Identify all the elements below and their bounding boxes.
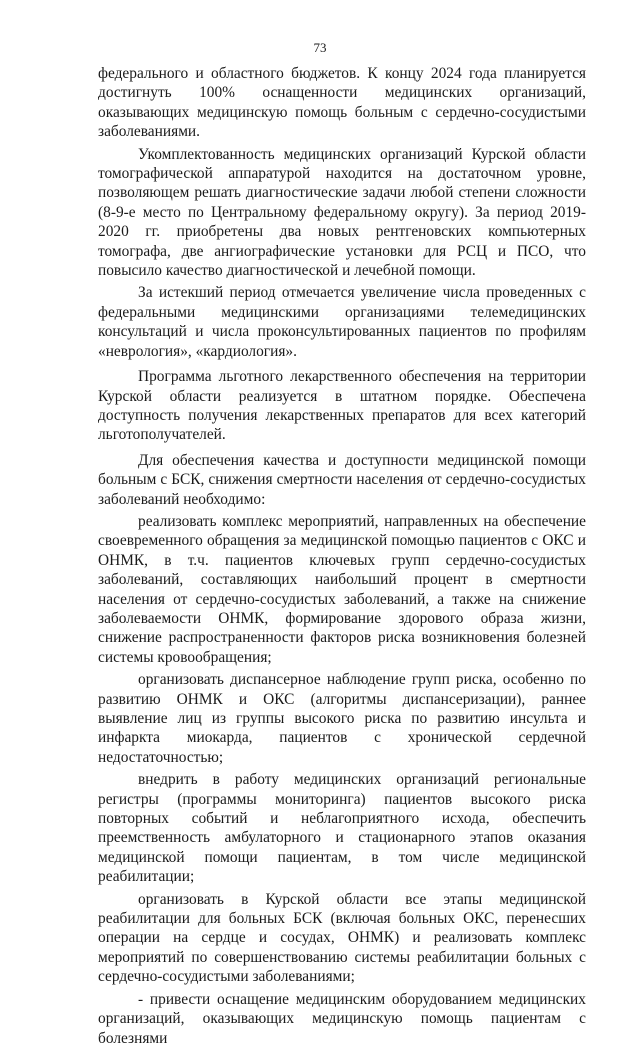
- list-item-regional-registers: внедрить в работу медицинских организаций региональные регистры (программы мониторинга) пациентов высокого риска повторных событий и неблагоприятного исхода, обеспечить преемственность амбулаторного и стационарного этапов оказания медицинской помощи пациентам, в том числе медицинской реабилитации;: [98, 771, 586, 886]
- paragraph-drug-provision: Программа льготного лекарственного обеспечения на территории Курской области реализуется в штатном порядке. Обеспечена доступность получения лекарственных препаратов для всех категорий льготополучателей.: [98, 368, 586, 444]
- list-item-timely-care: реализовать комплекс мероприятий, направленных на обеспечение своевременного обращения за медицинской помощью пациентов с ОКС и ОНМК, в т.ч. пациентов ключевых групп сердечно-сосудистых заболеваний, составляющих наибольший процент в смертности населения от сердечно-сосудистых заболеваний, а также на снижение заболеваемости ОНМК, формирование здорового образа жизни, снижение распространенности факторов риска возникновения болезней системы кровообращения;: [98, 512, 586, 666]
- list-item-rehabilitation: организовать в Курской области все этапы медицинской реабилитации для больных БСК (включая больных ОКС, перенесших операции на сердце и сосудах, ОНМК) и реализовать комплекс мероприятий по совершенствованию системы реабилитации больных с сердечно-сосудистыми заболеваниями;: [98, 890, 586, 986]
- list-item-dispensary-observation: организовать диспансерное наблюдение групп риска, особенно по развитию ОНМК и ОКС (алгоритмы диспансеризации), раннее выявление лиц из группы высокого риска по развитию инсульта и инфаркта миокарда, пациентов с хронической сердечной недостаточностью;: [98, 671, 586, 766]
- list-item-equipment: - привести оснащение медицинским оборудованием медицинских организаций, оказывающих медицинскую помощь пациентам с болезнями: [98, 990, 586, 1047]
- paragraph-budget-continuation: федерального и областного бюджетов. К концу 2024 года планируется достигнуть 100% оснащенности медицинских организаций, оказывающих медицинскую помощь больным с сердечно-сосудистыми заболеваниями.: [98, 65, 586, 141]
- page-number: 73: [313, 40, 327, 55]
- paragraph-measures-intro: Для обеспечения качества и доступности медицинской помощи больным с БСК, снижения смертности населения от сердечно-сосудистых заболеваний необходимо:: [98, 451, 586, 508]
- document-body: [98, 64, 586, 1048]
- paragraph-telemedicine: За истекший период отмечается увеличение числа проведенных с федеральными медицинскими организациями телемедицинских консультаций и числа проконсультированных пациентов по профилям «неврология», «кардиология».: [98, 284, 586, 360]
- paragraph-tomography-equipment: Укомплектованность медицинских организаций Курской области томографической аппаратурой находится на достаточном уровне, позволяющем решать диагностические задачи любой степени сложности (8-9-е место по Центральному федеральному округу). За период 2019-2020 гг. приобретены два новых рентгеновских компьютерных томографа, две ангиографические установки для РСЦ и ПСО, что повысило качество диагностической и лечебной помощи.: [98, 145, 586, 280]
